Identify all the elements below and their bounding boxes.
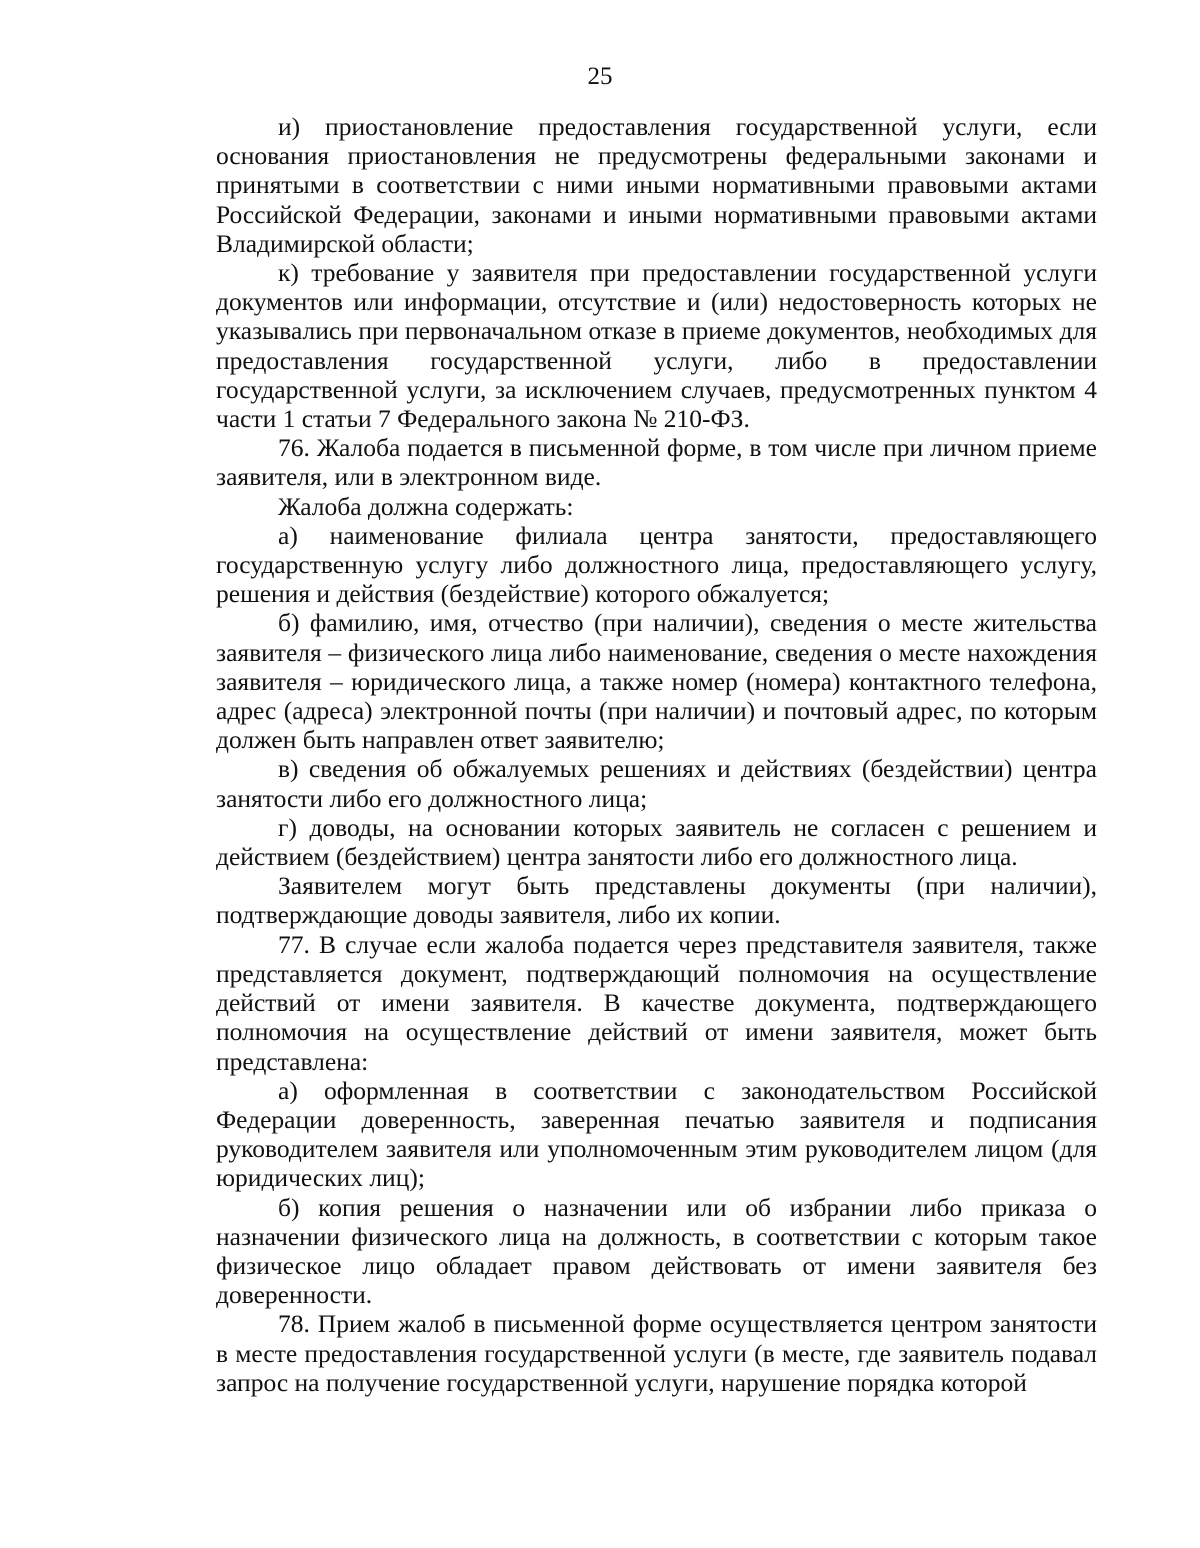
- paragraph-clause-76: 76. Жалоба подается в письменной форме, в том числе при личном приеме заявителя, или в электронном виде.: [216, 433, 1097, 492]
- paragraph-item-v: в) сведения об обжалуемых решениях и действиях (бездействии) центра занятости либо его должностного лица;: [216, 754, 1097, 813]
- page-number: 25: [587, 63, 613, 90]
- paragraph-item-b-appointment-copy: б) копия решения о назначении или об избрании либо приказа о назначении физического лица на должность, в соответствии с которым такое физическое лицо обладает правом действовать от имени заявителя без доверенности.: [216, 1192, 1097, 1310]
- paragraph-item-a-power-of-attorney: а) оформленная в соответствии с законодательством Российской Федерации доверенность, заверенная печатью заявителя и подписания руководителем заявителя или уполномоченным этим руководителем лицом (для юридических лиц);: [216, 1075, 1097, 1193]
- paragraph-item-i: и) приостановление предоставления государственной услуги, если основания приостановления не предусмотрены федеральными законами и принятыми в соответствии с ними иными нормативными правовыми актами Российской Федерации, законами и иными нормативными правовыми актами Владимирской области;: [216, 112, 1097, 258]
- paragraph-item-b: б) фамилию, имя, отчество (при наличии), сведения о месте жительства заявителя – физического лица либо наименование, сведения о месте нахождения заявителя – юридического лица, а также номер (номера) контактного телефона, адрес (адреса) электронной почты (при наличии) и почтовый адрес, по которым должен быть направлен ответ заявителю;: [216, 608, 1097, 755]
- paragraph-item-g: г) доводы, на основании которых заявитель не согласен с решением и действием (бездействием) центра занятости либо его должностного лица.: [216, 812, 1097, 872]
- paragraph-complaint-contents: Жалоба должна содержать:: [278, 491, 574, 521]
- paragraph-supporting-documents: Заявителем могут быть представлены документы (при наличии), подтверждающие доводы заявителя, либо их копии.: [216, 871, 1097, 930]
- paragraph-clause-77: 77. В случае если жалоба подается через представителя заявителя, также представляется документ, подтверждающий полномочия на осуществление действий от имени заявителя. В качестве документа, подтверждающего полномочия на осуществление действий от имени заявителя, может быть представлена:: [216, 929, 1097, 1076]
- paragraph-item-a: а) наименование филиала центра занятости, предоставляющего государственную услугу либо должностного лица, предоставляющего услугу, решения и действия (бездействие) которого обжалуется;: [216, 520, 1097, 609]
- paragraph-clause-78: 78. Прием жалоб в письменной форме осуществляется центром занятости в месте предоставления государственной услуги (в месте, где заявитель подавал запрос на получение государственной услуги, нарушение порядка которой: [216, 1309, 1097, 1397]
- paragraph-item-k: к) требование у заявителя при предоставлении государственной услуги документов или информации, отсутствие и (или) недостоверность которых не указывались при первоначальном отказе в приеме документов, необходимых для предоставления государственной услуги, либо в предоставлении государственной услуги, за исключением случаев, предусмотренных пунктом 4 части 1 статьи 7 Федерального закона № 210-ФЗ.: [216, 258, 1097, 434]
- document-body: [216, 112, 1097, 1397]
